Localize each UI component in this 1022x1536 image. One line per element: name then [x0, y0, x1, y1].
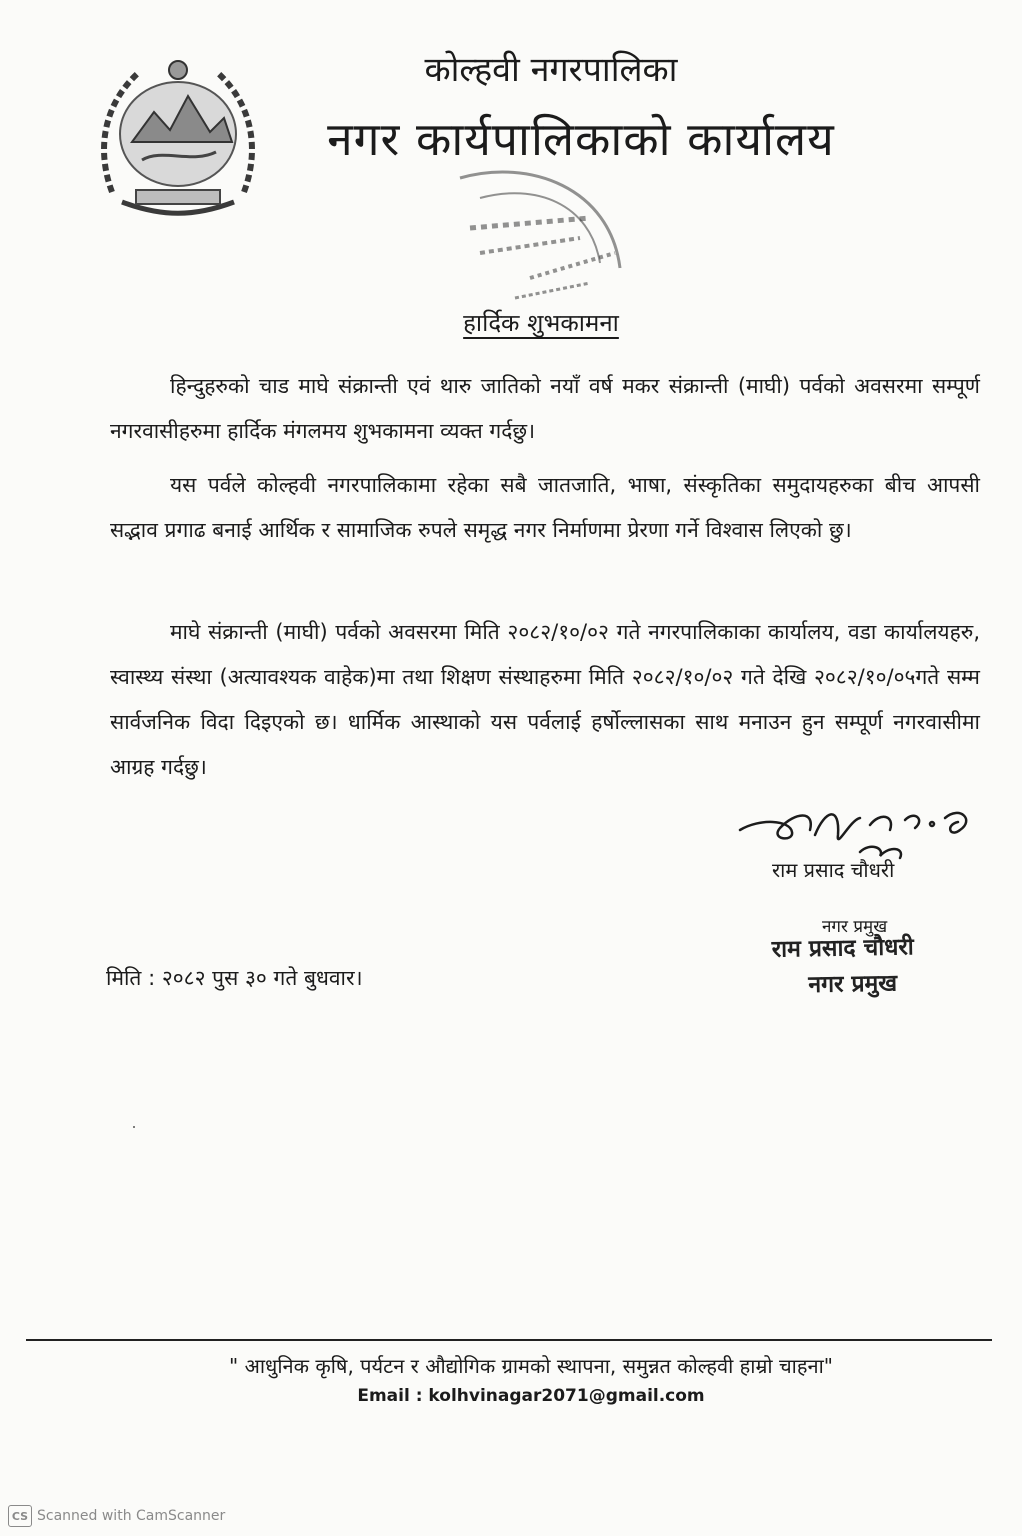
scanner-label: Scanned with CamScanner — [37, 1508, 226, 1524]
scan-speck — [133, 1126, 135, 1128]
org-name: कोल्हवी नगरपालिका — [424, 50, 678, 90]
footer-divider — [26, 1339, 992, 1341]
date-line: मिति : २०८२ पुस ३० गते बुधवार। — [106, 966, 363, 990]
letter-heading: हार्दिक शुभकामना — [463, 309, 619, 337]
camscanner-icon: CS — [8, 1505, 32, 1527]
mayor-name-stamp — [771, 928, 972, 1001]
paragraph-greeting: हिन्दुहरुको चाड माघे संक्रान्ती एवं थारु जातिको नयाँ वर्ष मकर संक्रान्ती (माघी) पर्वको अवसरमा सम्पूर्ण नगरवासीहरुमा हार्दिक मंगलमय शुभकामना व्यक्त गर्दछु। — [110, 374, 980, 443]
signer-title: नगर प्रमुख — [822, 917, 888, 937]
footer-slogan: " आधुनिक कृषि, पर्यटन र औद्योगिक ग्रामको स्थापना, समुन्नत कोल्हवी हाम्रो चाहना" — [229, 1354, 833, 1378]
footer-email: Email : kolhvinagar2071@gmail.com — [357, 1386, 705, 1406]
stamp-title: नगर प्रमुख — [808, 970, 898, 999]
paragraph-harmony: यस पर्वले कोल्हवी नगरपालिकामा रहेका सबै जातजाति, भाषा, संस्कृतिका समुदायहरुका बीच आपसी सद्भाव प्रगाढ बनाई आर्थिक र सामाजिक रुपले समृद्ध नगर निर्माणमा प्रेरणा गर्ने विश्वास लिएको छु। — [110, 473, 980, 542]
office-name: नगर कार्यपालिकाको कार्यालय — [327, 112, 835, 166]
office-stamp — [440, 158, 640, 308]
signer-name: राम प्रसाद चौधरी — [772, 858, 895, 882]
stamp-name: राम प्रसाद चौधरी — [771, 934, 914, 963]
scanner-watermark — [8, 1505, 225, 1527]
paragraph-holiday-notice: माघे संक्रान्ती (माघी) पर्वको अवसरमा मिति २०८२/१०/०२ गते नगरपालिकाका कार्यालय, वडा कार्यालयहरु, स्वास्थ्य संस्था (अत्यावश्यक वाहेक)मा तथा शिक्षण संस्थाहरुमा मिति २०८२/१०/०२ गते देखि २०८२/१०/०५गते सम्म सार्वजनिक विदा दिइएको छ। धार्मिक आस्थाको यस पर्वलाई हर्षोल्लासका साथ मनाउन हुन सम्पूर्ण नगरवासीमा आग्रह गर्दछु। — [110, 620, 980, 779]
